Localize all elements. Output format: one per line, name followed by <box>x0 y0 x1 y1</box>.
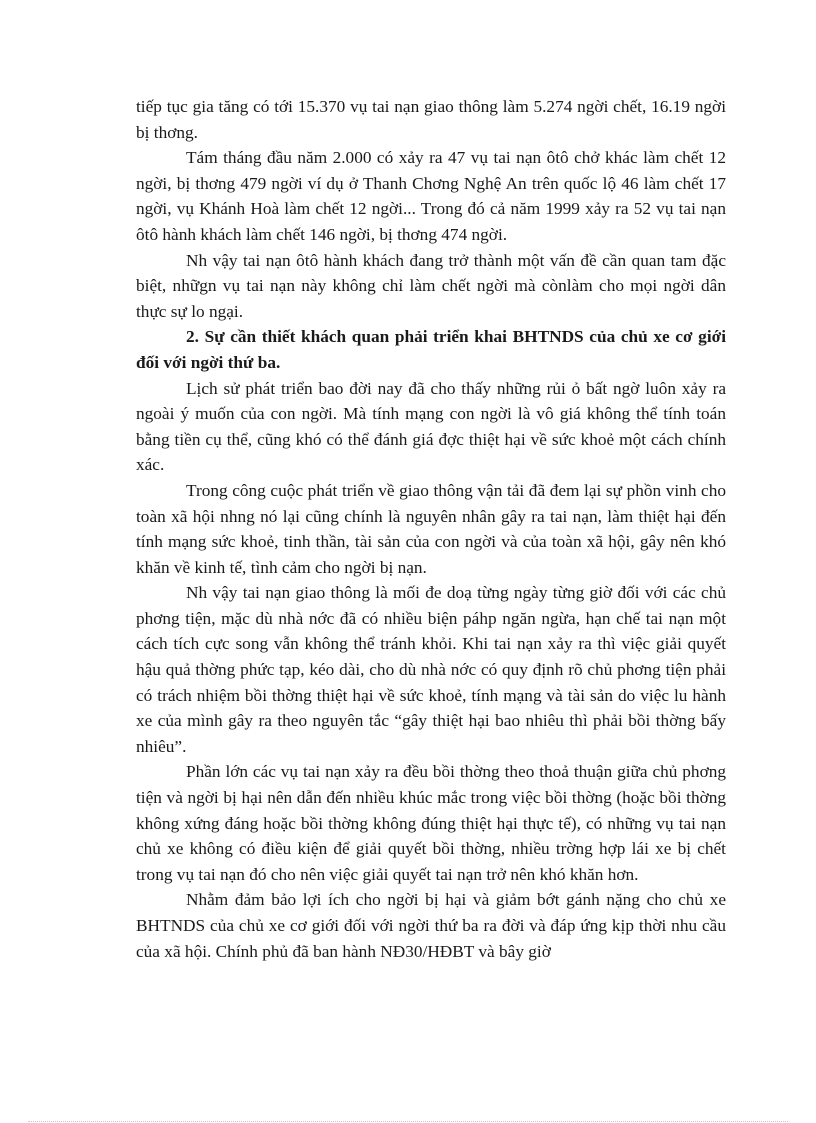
paragraph-compensation: Phần lớn các vụ tai nạn xảy ra đều bồi thờng theo thoả thuận giữa chủ phơng tiện và ngời bị hại nên dẫn đến nhiều khúc mắc trong việc bồi thờng (hoặc bồi thờng không xứng đáng hoặc bồi thờng không đúng thiệt hại thực tế), có những vụ tai nạn chủ xe không có điều kiện để giải quyết bồi thờng, nhiều trờng hợp lái xe bị chết trong vụ tai nạn đó cho nên việc giải quyết tai nạn trở nên khó khăn hơn. <box>136 762 726 884</box>
page-bottom-border <box>28 1121 788 1122</box>
paragraph-traffic-threat: Nh vậy tai nạn giao thông là mối đe doạ từng ngày từng giờ đối với các chủ phơng tiện, mặc dù nhà nớc đã có nhiều biện páhp ngăn ngừa, hạn chế tai nạn một cách tích cực song vẫn không thể tránh khỏi. Khi tai nạn xảy ra thì việc giải quyết hậu quả thờng phức tạp, kéo dài, cho dù nhà nớc có quy định rõ chủ phơng tiện phải có trách nhiệm bồi thờng thiệt hại về sức khoẻ, tính mạng và tài sản do việc lu hành xe của mình gây ra theo nguyên tắc “gây thiệt hại bao nhiêu thì phải bồi thờng bấy nhiêu”. <box>136 583 726 756</box>
document-page <box>136 94 726 964</box>
paragraph-continuation: tiếp tục gia tăng có tới 15.370 vụ tai nạn giao thông làm 5.274 ngời chết, 16.19 ngời bị thơng. <box>136 97 726 142</box>
paragraph-transport-development: Trong công cuộc phát triển về giao thông vận tải đã đem lại sự phồn vinh cho toàn xã hội nhng nó lại cũng chính là nguyên nhân gây ra tai nạn, làm thiệt hại đến tính mạng sức khoẻ, tinh thần, tài sản của con ngời và của toàn xã hội, gây nên khó khăn về kinh tế, tình cảm cho ngời bị nạn. <box>136 480 726 577</box>
section-heading: 2. Sự cần thiết khách quan phải triển khai BHTNDS của chủ xe cơ giới đối với ngời thứ ba. <box>136 327 726 372</box>
paragraph-history: Lịch sử phát triển bao đời nay đã cho thấy những rủi ỏ bất ngờ luôn xảy ra ngoài ý muốn của con ngời. Mà tính mạng con ngời là vô giá không thể tính toán bằng tiền cụ thể, cũng khó có thể đánh giá đợc thiệt hại về sức khoẻ một cách chính xác. <box>136 378 726 475</box>
paragraph-concern: Nh vậy tai nạn ôtô hành khách đang trở thành một vấn đề cần quan tam đặc biệt, nhữgn vụ tai nạn này không chỉ làm chết ngời mà cònlàm cho mọi ngời dân thực sự lo ngại. <box>136 250 726 321</box>
paragraph-accident-statistics: Tám tháng đầu năm 2.000 có xảy ra 47 vụ tai nạn ôtô chở khác làm chết 12 ngời, bị thơng 479 ngời ví dụ ở Thanh Chơng Nghệ An trên quốc lộ 46 làm chết 17 ngời, vụ Khánh Hoà làm chết 12 ngời... Trong đó cả năm 1999 xảy ra 52 vụ tai nạn ôtô hành khách làm chết 146 ngời, bị thơng 474 ngời. <box>136 148 726 244</box>
paragraph-purpose: Nhằm đảm bảo lợi ích cho ngời bị hại và giảm bớt gánh nặng cho chủ xe BHTNDS của chủ xe cơ giới đối với ngời thứ ba ra đời và đáp ứng kịp thời nhu cầu của xã hội. Chính phủ đã ban hành NĐ30/HĐBT và bây giờ <box>136 890 726 961</box>
